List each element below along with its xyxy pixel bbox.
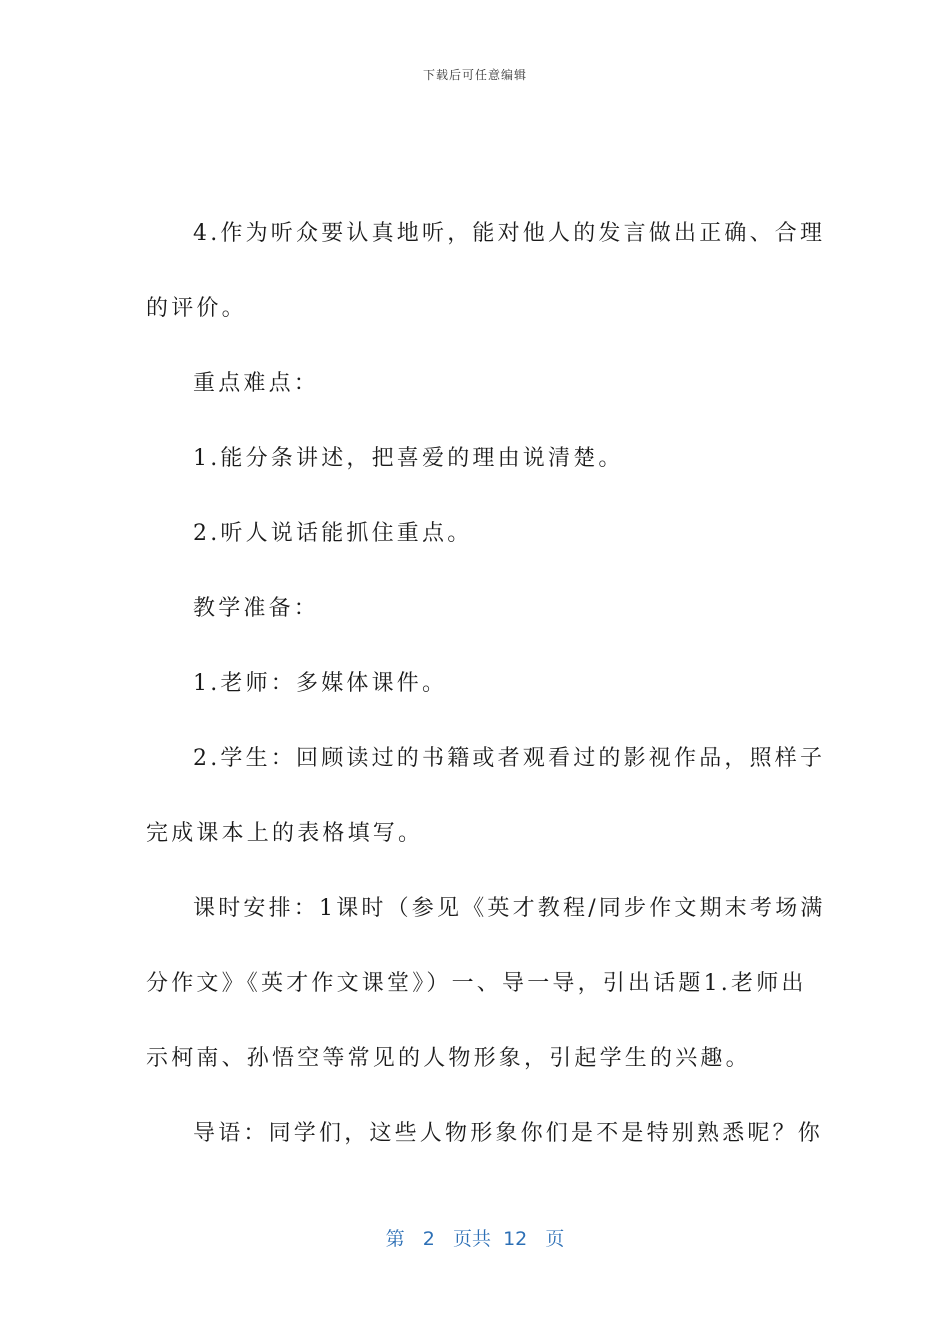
header-note: 下载后可任意编辑	[422, 68, 527, 82]
paragraph-line: 完成课本上的表格填写。	[146, 821, 424, 846]
page-prefix: 第	[385, 1228, 405, 1250]
page-number-footer	[0, 1224, 950, 1251]
paragraph-line: 4.作为听众要认真地听，能对他人的发言做出正确、合理	[193, 221, 826, 246]
current-page-number: 2	[422, 1228, 435, 1250]
total-pages-number: 12	[503, 1228, 528, 1250]
paragraph-line: 1.老师：多媒体课件。	[193, 671, 448, 696]
paragraph-line: 2.学生：回顾读过的书籍或者观看过的影视作品，照样子	[193, 746, 826, 771]
paragraph-line: 1.能分条讲述，把喜爱的理由说清楚。	[193, 446, 624, 471]
document-body	[146, 196, 826, 1171]
paragraph-line: 2.听人说话能抓住重点。	[193, 521, 473, 546]
paragraph-line: 示柯南、孙悟空等常见的人物形象，引起学生的兴趣。	[146, 1046, 751, 1071]
paragraph-line: 的评价。	[146, 296, 247, 321]
paragraph-line: 导语：同学们，这些人物形象你们是不是特别熟悉呢？你	[193, 1121, 824, 1146]
page-middle-text: 页共	[452, 1228, 491, 1250]
paragraph-line: 分作文》《英才作文课堂》）一、导一导，引出话题1.老师出	[146, 971, 807, 996]
page-suffix: 页	[545, 1228, 565, 1250]
section-heading: 教学准备：	[193, 596, 320, 621]
paragraph-line: 课时安排：1课时（参见《英才教程/同步作文期末考场满	[193, 896, 826, 921]
section-heading: 重点难点：	[193, 371, 320, 396]
